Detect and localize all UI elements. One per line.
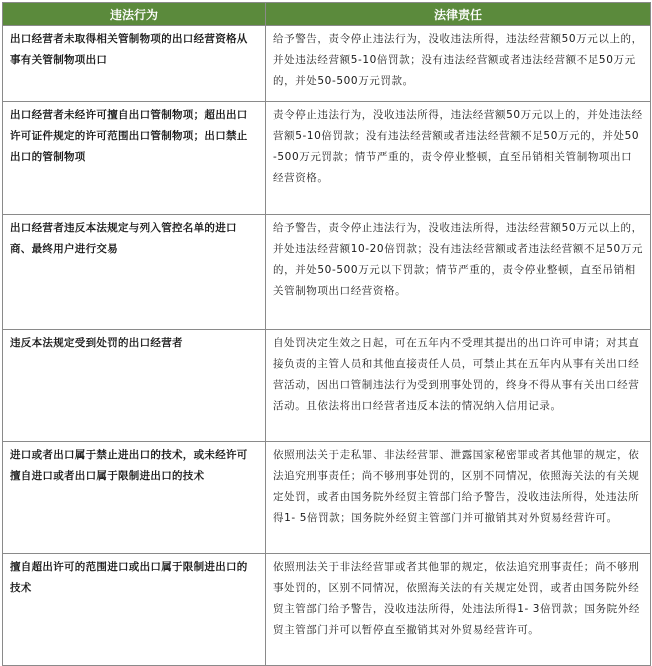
table-row xyxy=(3,442,651,554)
liability-cell: 责令停止违法行为，没收违法所得，违法经营额50万元以上的，并处违法经营额5-10倍罚款；没有违法经营额或者违法经营额不足50万元的，并处50-500万元罚款；情节严重的，责令停业整顿，直至吊销相关管制物项出口经营资格。 xyxy=(266,102,651,215)
header-liability: 法律责任 xyxy=(266,3,651,26)
liability-cell: 依照刑法关于走私罪、非法经营罪、泄露国家秘密罪或者其他罪的规定，依法追究刑事责任；尚不够刑事处罚的，区别不同情况，依照海关法的有关规定处罚，或者由国务院外经贸主管部门给予警告，没收违法所得，处违法所得1- 5倍罚款；国务院外经贸主管部门并可撤销其对外贸易经营许可。 xyxy=(266,442,651,554)
liability-cell: 给予警告，责令停止违法行为，没收违法所得，违法经营额50万元以上的，并处违法经营额5-10倍罚款；没有违法经营额或者违法经营额不足50万元的，并处50-500万元罚款。 xyxy=(266,26,651,102)
table-row xyxy=(3,215,651,330)
header-violation: 违法行为 xyxy=(3,3,266,26)
liability-cell: 给予警告，责令停止违法行为，没收违法所得，违法经营额50万元以上的，并处违法经营额10-20倍罚款；没有违法经营额或者违法经营额不足50万元的，并处50-500万元以下罚款；情节严重的，责令停业整顿，直至吊销相关管制物项出口经营资格。 xyxy=(266,215,651,330)
table-row xyxy=(3,102,651,215)
violation-cell: 出口经营者未经许可擅自出口管制物项；超出出口许可证件规定的许可范围出口管制物项；出口禁止出口的管制物项 xyxy=(3,102,266,215)
violation-cell: 擅自超出许可的范围进口或出口属于限制进出口的技术 xyxy=(3,554,266,666)
table-row xyxy=(3,330,651,442)
law-table xyxy=(2,2,651,666)
table-row xyxy=(3,26,651,102)
violation-cell: 违反本法规定受到处罚的出口经营者 xyxy=(3,330,266,442)
violation-cell: 出口经营者未取得相关管制物项的出口经营资格从事有关管制物项出口 xyxy=(3,26,266,102)
table-header-row xyxy=(3,3,651,26)
liability-cell: 自处罚决定生效之日起，可在五年内不受理其提出的出口许可申请；对其直接负责的主管人员和其他直接责任人员，可禁止其在五年内从事有关出口经营活动，因出口管制违法行为受到刑事处罚的，终身不得从事有关出口经营活动。且依法将出口经营者违反本法的情况纳入信用记录。 xyxy=(266,330,651,442)
liability-cell: 依照刑法关于非法经营罪或者其他罪的规定，依法追究刑事责任；尚不够刑事处罚的，区别不同情况，依照海关法的有关规定处罚，或者由国务院外经贸主管部门给予警告，没收违法所得，处违法所得1- 3倍罚款；国务院外经贸主管部门并可以暂停直至撤销其对外贸易经营许可。 xyxy=(266,554,651,666)
violation-cell: 进口或者出口属于禁止进出口的技术，或未经许可擅自进口或者出口属于限制进出口的技术 xyxy=(3,442,266,554)
violation-cell: 出口经营者违反本法规定与列入管控名单的进口商、最终用户进行交易 xyxy=(3,215,266,330)
table-row xyxy=(3,554,651,666)
